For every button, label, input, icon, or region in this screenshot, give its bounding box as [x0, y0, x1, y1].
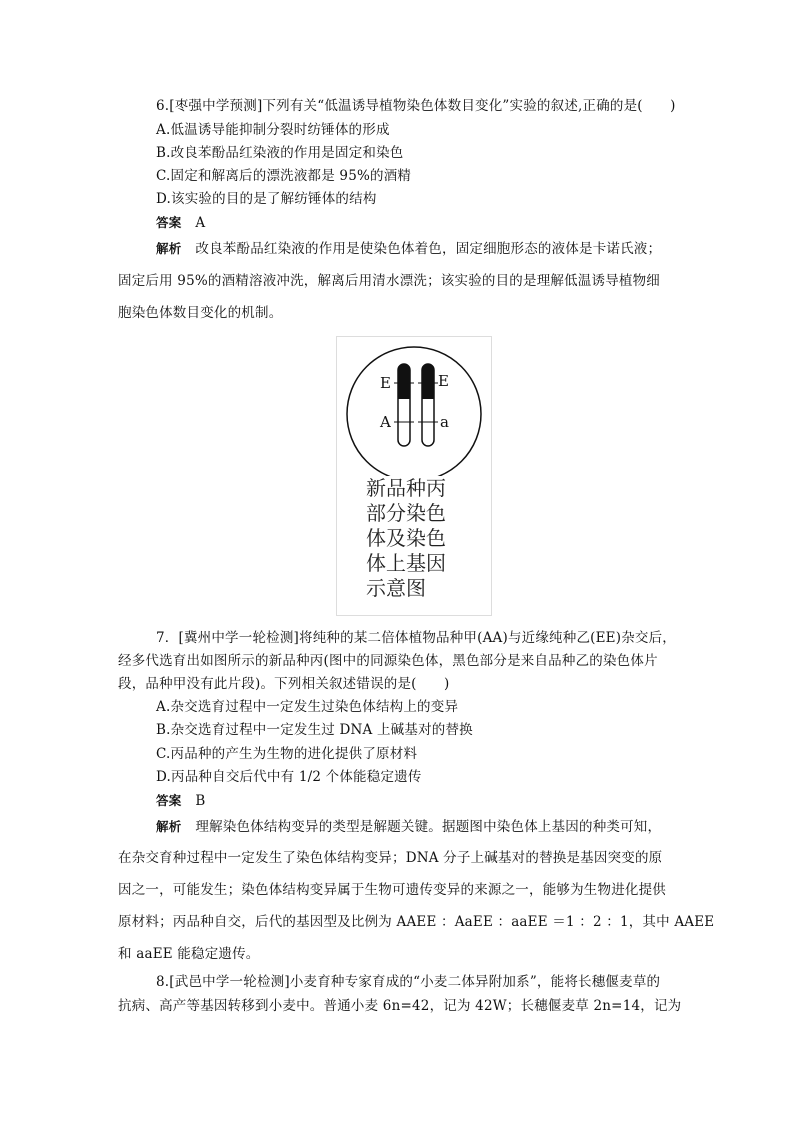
q8-line-1: 8.[武邑中学一轮检测]小麦育种专家育成的“小麦二体异附加系”，能将长穗偃麦草的 [156, 974, 661, 990]
q7-stem-line-1: 7．[冀州中学一轮检测]将纯种的某二倍体植物品种甲(AA)与近缘纯种乙(EE)杂交后， [156, 630, 676, 646]
gene-label-e-left: E [380, 374, 391, 392]
q7-analysis-line-1: 解析 理解染色体结构变异的类型是解题关键。据题图中染色体上基因的种类可知， [156, 819, 662, 835]
q7-option-b: B.杂交选育过程中一定发生过 DNA 上碱基对的替换 [156, 722, 473, 738]
q7-analysis-line-3: 因之一，可能发生；染色体结构变异属于生物可遗传变异的来源之一，能够为生物进化提供 [118, 882, 666, 898]
figure-caption: 新品种丙 部分染色 体及染色 体上基因 示意图 [366, 476, 446, 600]
q6-option-c: C.固定和解离后的漂洗液都是 95%的酒精 [156, 168, 412, 184]
q6-option-a: A.低温诱导能抑制分裂时纺锤体的形成 [156, 122, 390, 138]
q6-answer-value: A [195, 215, 206, 231]
q6-answer-label: 答案 [156, 215, 182, 230]
q7-option-d: D.丙品种自交后代中有 1/2 个体能稳定遗传 [156, 769, 422, 785]
q7-stem-line-3: 段，品种甲没有此片段)。下列相关叙述错误的是( ) [118, 676, 450, 692]
q7-option-a: A.杂交选育过程中一定发生过染色体结构上的变异 [156, 699, 459, 715]
q8-line-2: 抗病、高产等基因转移到小麦中。普通小麦 6n=42，记为 42W；长穗偃麦草 2n=14，记为 [118, 998, 682, 1014]
q7-analysis-line-2: 在杂交育种过程中一定发生了染色体结构变异；DNA 分子上碱基对的替换是基因突变的原 [118, 850, 663, 866]
q6-analysis-line-1: 解析 改良苯酚品红染液的作用是使染色体着色，固定细胞形态的液体是卡诺氏液； [156, 241, 662, 257]
q7-analysis-label: 解析 [156, 819, 182, 834]
gene-label-e-right: E [438, 372, 449, 390]
right-chromosome-black-segment [422, 364, 434, 399]
gene-label-a-lower: a [440, 413, 449, 431]
q7-analysis-line-4: 原材料；丙品种自交，后代的基因型及比例为 AAEE ：AaEE ：aaEE ＝1 ：2 ：1，其中 AAEE [118, 914, 715, 930]
q6-analysis-line-2: 固定后用 95%的酒精溶液冲洗，解离后用清水漂洗；该实验的目的是理解低温诱导植物细 [118, 273, 660, 289]
q7-analysis-line-5: 和 aaEE 能稳定遗传。 [118, 946, 260, 962]
q7-answer-label: 答案 [156, 793, 182, 808]
q6-analysis-line-3: 胞染色体数目变化的机制。 [118, 305, 283, 321]
cell-circle [347, 347, 481, 476]
chromosome-diagram [336, 336, 492, 476]
q7-option-c: C.丙品种的产生为生物的进化提供了原材料 [156, 746, 418, 762]
q7-stem-line-2: 经多代选育出如图所示的新品种丙(图中的同源染色体，黑色部分是来自品种乙的染色体片 [118, 653, 658, 669]
q6-answer [156, 213, 205, 233]
chromosome-figure [336, 336, 492, 616]
q6-option-b: B.改良苯酚品红染液的作用是固定和染色 [156, 145, 404, 161]
q6-option-d: D.该实验的目的是了解纺锤体的结构 [156, 191, 377, 207]
q6-analysis-label: 解析 [156, 241, 182, 256]
q7-answer [156, 791, 206, 811]
q7-answer-value: B [195, 793, 206, 809]
gene-label-a-upper: A [380, 413, 391, 431]
q6-stem: 6.[枣强中学预测]下列有关“低温诱导植物染色体数目变化”实验的叙述,正确的是( ) [156, 98, 676, 114]
left-chromosome-black-segment [398, 364, 410, 399]
